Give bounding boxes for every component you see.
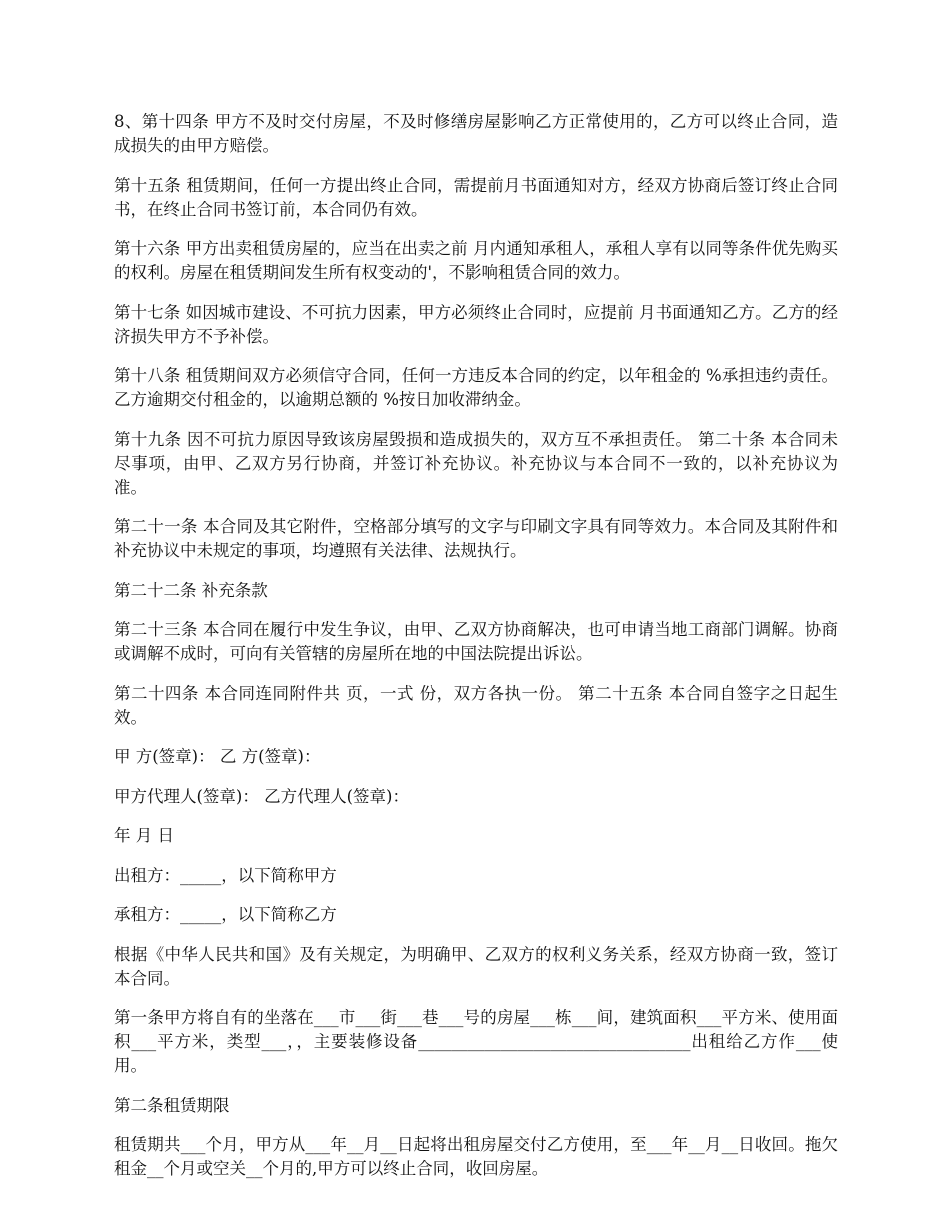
clause-17: 第十七条 如因城市建设、不可抗力因素，甲方必须终止合同时，应提前 月书面通知乙方。乙方的经济损失甲方不予补偿。	[114, 302, 838, 346]
document-page	[114, 110, 838, 1197]
clause-2-body: 租赁期共___个月，甲方从___年__月__日起将出租房屋交付乙方使用，至___年__月__日收回。拖欠租金__个月或空关__个月的,甲方可以终止合同，收回房屋。	[114, 1135, 838, 1178]
lessee-line: 承租方：_____，以下简称乙方	[114, 905, 337, 924]
clause-18: 第十八条 租赁期间双方必须信守合同，任何一方违反本合同的约定，以年租金的 %承担违约责任。乙方逾期交付租金的，以逾期总额的 %按日加收滞纳金。	[114, 366, 838, 409]
lessor-line: 出租方：_____，以下简称甲方	[114, 865, 337, 885]
clause-2-heading: 第二条租赁期限	[114, 1095, 230, 1115]
clause-21: 第二十一条 本合同及其它附件，空格部分填写的文字与印刷文字具有同等效力。本合同及其附件和补充协议中未规定的事项，均遵照有关法律、法规执行。	[114, 517, 838, 560]
clause-23: 第二十三条 本合同在履行中发生争议，由甲、乙双方协商解决，也可申请当地工商部门调解。协商或调解不成时，可向有关管辖的房屋所在地的中国法院提出诉讼。	[114, 620, 838, 663]
clause-14: 8、第十四条 甲方不及时交付房屋，不及时修缮房屋影响乙方正常使用的，乙方可以终止合同，造成损失的由甲方赔偿。	[114, 112, 838, 155]
preamble: 根据《中华人民共和国》及有关规定，为明确甲、乙双方的权利义务关系，经双方协商一致，签订本合同。	[114, 944, 838, 988]
clause-1: 第一条甲方将自有的坐落在___市___街___巷___号的房屋___栋___间，建筑面积___平方米、使用面积___平方米，类型___，，主要装修设备_________________________________出租给乙方作___使用。	[114, 1008, 838, 1075]
clause-22: 第二十二条 补充条款	[114, 580, 268, 600]
date-line: 年 月 日	[114, 826, 174, 845]
agent-signature-line: 甲方代理人(签章)： 乙方代理人(签章)：	[114, 786, 409, 806]
clause-19-20: 第十九条 因不可抗力原因导致该房屋毁损和造成损失的，双方互不承担责任。 第二十条 本合同未尽事项，由甲、乙双方另行协商，并签订补充协议。补充协议与本合同不一致的，以补充协议为准。	[114, 429, 838, 497]
signature-line: 甲 方(签章)： 乙 方(签章)：	[114, 747, 321, 766]
clause-15: 第十五条 租赁期间，任何一方提出终止合同，需提前月书面通知对方，经双方协商后签订终止合同书，在终止合同书签订前，本合同仍有效。	[114, 175, 838, 219]
clause-24-25: 第二十四条 本合同连同附件共 页，一式 份，双方各执一份。 第二十五条 本合同自签字之日起生效。	[114, 683, 838, 727]
clause-16: 第十六条 甲方出卖租赁房屋的，应当在出卖之前 月内通知承租人，承租人享有以同等条件优先购买的权利。房屋在租赁期间发生所有权变动的'，不影响租赁合同的效力。	[114, 239, 838, 282]
